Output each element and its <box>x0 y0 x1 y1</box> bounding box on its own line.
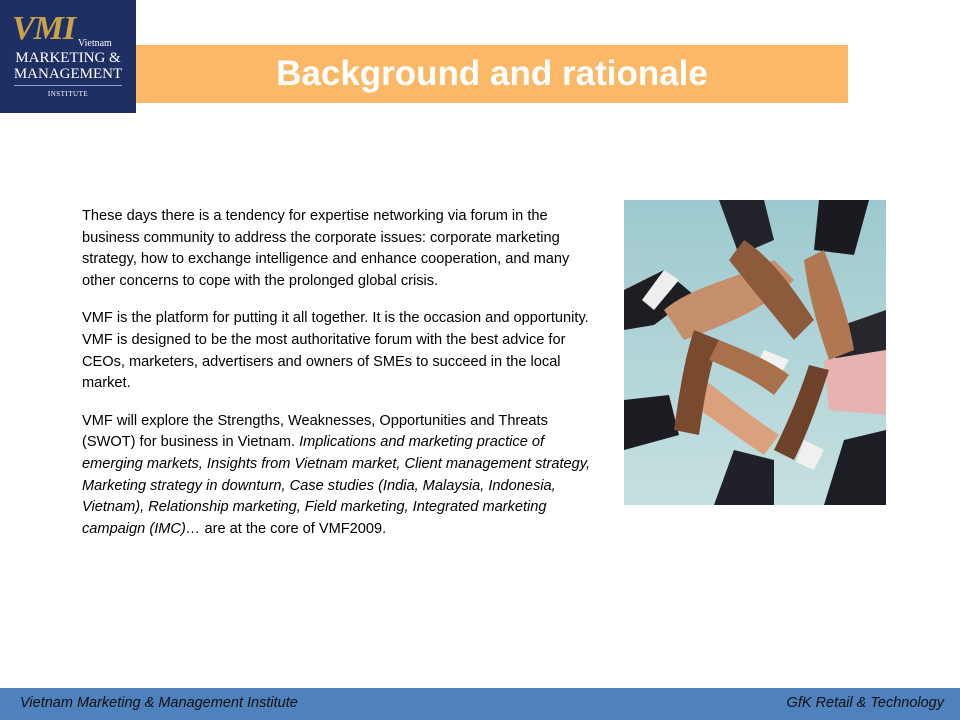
paragraph-2: VMF is the platform for putting it all together. It is the occasion and opportunity. VMF is designed to be the most authoritative forum with the best advice for CEOs, marketers, advertisers and owners of SMEs to succeed in the local market. <box>82 310 589 392</box>
footer-bar <box>0 688 960 720</box>
logo-mark: VMI <box>12 10 76 47</box>
logo-line-marketing: MARKETING & <box>15 50 121 66</box>
paragraph-3-intro: VMF will explore the Strengths, Weaknesses, Opportunities and Threats (SWOT) for business in Vietnam. <box>82 412 548 451</box>
logo-country: Vietnam <box>78 38 112 49</box>
paragraph-3 <box>82 411 594 541</box>
logo-divider <box>14 85 122 86</box>
paragraph-3-topics: Implications and marketing practice of emerging markets, Insights from Vietnam market, Client management strategy, Marketing strategy in downturn, Case studies (India, Malaysia, Indonesia, Vietnam), Relationship marketing, Field marketing, Integrated marketing campaign (IMC)… <box>82 434 591 537</box>
title-bar <box>136 45 848 103</box>
slide-title: Background and rationale <box>276 54 708 93</box>
vmi-logo <box>0 0 136 113</box>
footer-organization: Vietnam Marketing & Management Institute <box>20 695 298 711</box>
paragraph-1: These days there is a tendency for expertise networking via forum in the business community to address the corporate issues: corporate marketing strategy, how to exchange intelligence and enhance cooperation, and many other concerns to cope with the prolonged global crisis. <box>82 208 570 289</box>
footer-partner: GfK Retail & Technology <box>786 695 944 711</box>
paragraph-3-end: are at the core of VMF2009. <box>204 520 387 537</box>
body-text <box>82 206 594 556</box>
logo-line-management: MANAGEMENT <box>13 66 123 82</box>
logo-institute: INSTITUTE <box>47 90 89 98</box>
hands-circle-photo <box>624 200 886 505</box>
